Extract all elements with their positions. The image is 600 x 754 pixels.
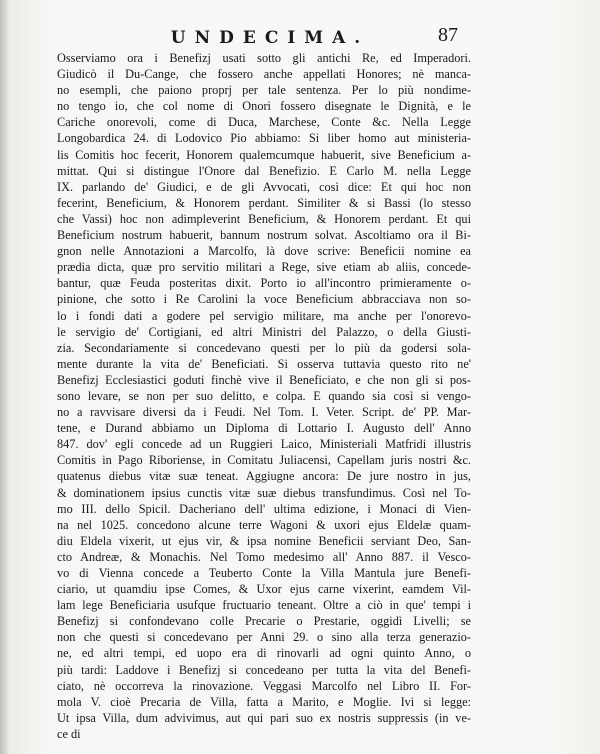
text-line: prædia dicta, quæ pro servitio militari a Rege, sive etiam ab aliis, concede- bbox=[57, 260, 471, 275]
text-line: Osserviamo ora i Benefizj usati sotto gli antichi Re, ed Imperadori. bbox=[57, 51, 471, 65]
text-line: mo III. dello Spicil. Dacheriano dell' ultima edizione, i Monaci di Vien- bbox=[57, 501, 471, 516]
text-line: tene, e Durand abbiamo un Diploma di Lottario I. Augusto dell' Anno bbox=[57, 421, 471, 436]
text-line: le servigio de' Cortigiani, ed altri Ministri del Palazzo, o della Giusti- bbox=[57, 324, 471, 339]
text-line: no a ravvisare diversi da i Feudi. Nel Tom. I. Veter. Script. de' PP. Mar- bbox=[57, 405, 471, 420]
text-line: na nel 1025. concedono alcune terre Wagoni & uxori ejus Eldelæ quam- bbox=[57, 517, 471, 532]
text-line: Comitis in Pago Riboriense, in Comitatu Juliacensi, Capellam juris nostri &c. bbox=[57, 453, 471, 468]
text-line: Giudicò il Du-Cange, che fossero anche appellati Honores; nè manca- bbox=[57, 67, 471, 82]
text-line: ne, ed altri tempi, ed uopo era di rinovarli ad ogni quinto Anno, o bbox=[57, 646, 471, 661]
text-line: lam lege Beneficiaria usufque fructuario teneant. Oltre a ciò in que' tempi i bbox=[57, 598, 471, 613]
text-line: Cariche onorevoli, come di Duca, Marchese, Conte &c. Nella Legge bbox=[57, 115, 471, 130]
text-line: cto Andreæ, & Monachis. Nel Tomo medesimo all' Anno 887. il Vesco- bbox=[57, 549, 471, 564]
text-line: 847. dov' egli concede ad un Ruggieri Laico, Ministeriali Matfridi illustris bbox=[57, 437, 471, 452]
text-line: Beneficium nostrum habuerit, bannum nostrum solvat. Ascoltiamo ora il Bi- bbox=[57, 228, 471, 243]
text-line: quatenus diebus vitæ suæ teneat. Aggiugne ancora: De jure nostro in jus, bbox=[57, 469, 471, 484]
text-line: Longobardica 24. di Lodovico Pio abbiamo: Si liber homo aut ministeria- bbox=[57, 131, 471, 146]
text-line: & dominationem ipsius cunctis vitæ suæ diebus transfundimus. Così nel To- bbox=[57, 485, 471, 500]
text-line: sono levare, se non per suo delitto, e colpa. E quando sia così si vengo- bbox=[57, 388, 471, 403]
text-line: ciario, ut quamdiu ipse Comes, & Uxor ejus carne vixerint, eamdem Vil- bbox=[57, 582, 471, 597]
text-line: zia. Secondariamente si concedevano questi per lo più da godersi sola- bbox=[57, 340, 471, 355]
text-line: che Vassi) hoc non adimpleverint Beneficium, & Honorem perdant. Et qui bbox=[57, 211, 471, 226]
text-line: IX. parlando de' Giudici, e de gli Avvocati, così dice: Et qui hoc non bbox=[57, 179, 471, 194]
page-number: 87 bbox=[438, 24, 458, 46]
text-line: no esempli, che paiono proprj per tale sentenza. Per lo più nondime- bbox=[57, 83, 471, 98]
text-line: mente durante la vita de' Beneficiati. Si osserva tuttavia questo rito ne' bbox=[57, 356, 471, 371]
text-line: lis Comitis hoc fecerit, Honorem qualemcumque habuerit, sive Beneficium a- bbox=[57, 147, 471, 162]
text-line: mola V. cioè Precaria de Villa, fatta a Marito, e Moglie. Ivi si legge: bbox=[57, 694, 471, 709]
text-line: no tengo io, che col nome di Onori fossero disegnate le Dignità, e le bbox=[57, 99, 471, 114]
text-line: mittat. Qui si distingue l'Onore dal Benefizio. E Carlo M. nella Legge bbox=[57, 163, 471, 178]
text-line: vo di Vienna concede a Teuberto Conte la Villa Mantula jure Benefi- bbox=[57, 566, 471, 580]
text-line: Benefizj Ecclesiastici goduti finchè vive il Beneficiato, e che non gli si pos- bbox=[57, 372, 471, 387]
text-line: non che questi si concedevano per Anni 29. o sino alla terza generazio- bbox=[57, 630, 471, 645]
text-line: gnon nelle Annotazioni a Marcolfo, là dove scrive: Beneficii nomine ea bbox=[57, 244, 471, 259]
running-head: UNDECIMA. bbox=[170, 28, 370, 48]
text-line: ce di bbox=[57, 726, 81, 741]
text-line: fecerint, Beneficium, & Honorem perdant. Similiter & si Bassi (lo stesso bbox=[57, 195, 471, 210]
body-text bbox=[57, 50, 471, 742]
text-line: Benefizj si confondevano colle Precarie o Prestarie, oggidì Livelli; se bbox=[57, 614, 471, 629]
text-line: bantur, quæ Feuda posteritas dixit. Porto io all'incontro primieramente o- bbox=[57, 276, 471, 291]
text-line: più tardi: Laddove i Benefizj si concedeano per tutta la vita del Benefi- bbox=[57, 662, 471, 677]
text-line: pinione, che sotto i Re Carolini la voce Beneficium abbracciava non so- bbox=[57, 292, 471, 307]
text-line: ciato, nè occorreva la rinovazione. Veggasi Marcolfo nel Libro II. For- bbox=[57, 678, 471, 693]
text-line: diu Eldela vixerit, ut ejus vir, & ipsa nomine Beneficii serviant Deo, San- bbox=[57, 533, 471, 548]
text-line: lo i fondi dati a godere pel servigio militare, ma anche per l'onorevo- bbox=[57, 308, 471, 323]
text-line: Ut ipsa Villa, dum advivimus, aut qui pari suo ex nostris suppressis (in ve- bbox=[57, 710, 471, 725]
page-gutter bbox=[0, 0, 10, 754]
